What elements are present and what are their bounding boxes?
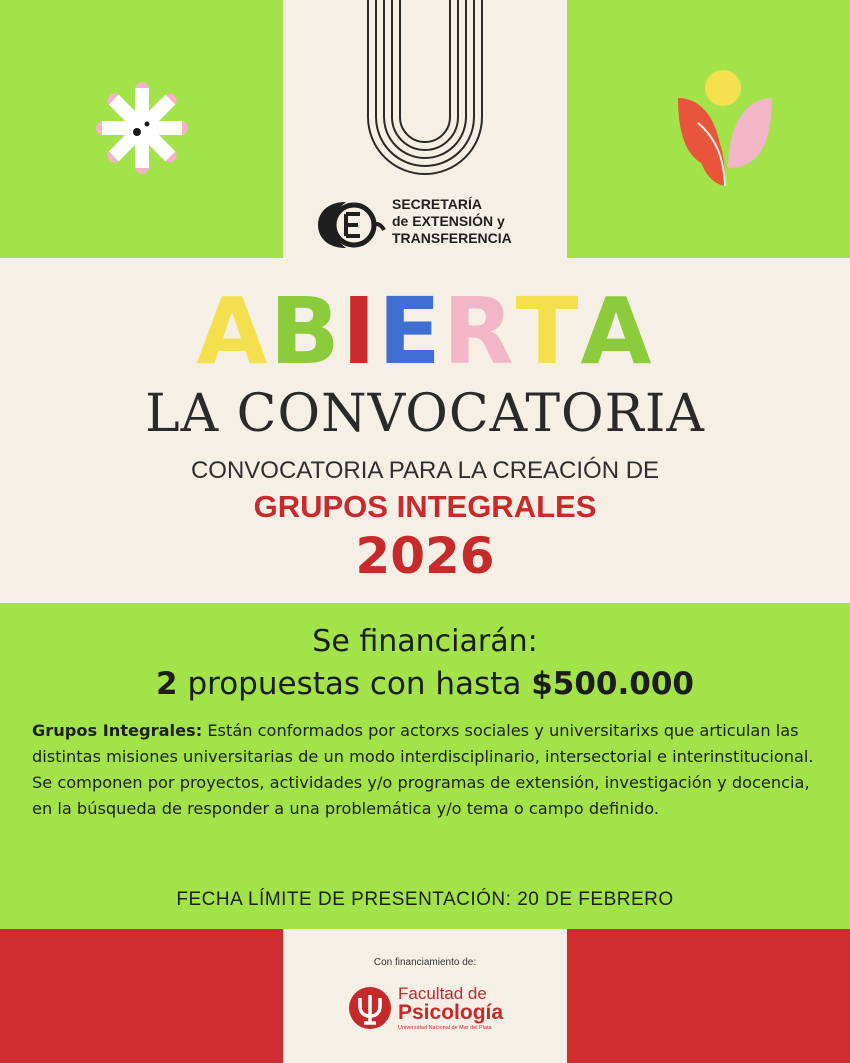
headline-letter: B <box>269 278 342 385</box>
financing-amount <box>0 663 850 705</box>
headline-letter: A <box>580 278 654 385</box>
financing-middle: propuestas con hasta <box>177 666 532 702</box>
flower-left-icon <box>88 76 196 184</box>
subheadline: LA CONVOCATORIA <box>145 384 705 444</box>
extension-logo-icon <box>316 200 386 250</box>
description <box>32 718 822 822</box>
deadline: FECHA LÍMITE DE PRESENTACIÓN: 20 DE FEBRERO <box>176 889 674 910</box>
convocatoria-line: CONVOCATORIA PARA LA CREACIÓN DE <box>190 457 660 484</box>
secretaria-logo <box>316 196 556 254</box>
headline-letter: A <box>196 278 270 385</box>
logo-line-3: TRANSFERENCIA <box>392 230 512 246</box>
psicologia-logo <box>348 982 528 1038</box>
financing-money: $500.000 <box>531 666 694 702</box>
org-line-3: Universidad Nacional de Mar del Plata <box>398 1025 492 1031</box>
arch-decoration-icon <box>362 0 488 180</box>
financing-count: 2 <box>156 666 178 702</box>
year: 2026 <box>355 527 495 585</box>
grupos-integrales-title: GRUPOS INTEGRALES <box>253 489 597 524</box>
red-block-bottom-right <box>567 929 850 1063</box>
red-block-bottom-left <box>0 929 283 1063</box>
funding-label: Con financiamiento de: <box>373 957 477 968</box>
tulip-icon <box>676 68 776 190</box>
headline-letter: R <box>442 278 516 385</box>
psi-logo-icon <box>348 986 392 1030</box>
description-body: Están conformados por actorxs sociales y universitarixs que articulan las distintas misiones universitarias de un modo interdisciplinario, intersectorial e interinstitucional. Se componen por proyectos, actividades y/o programas de extensión, investigación y docencia, en la búsqueda de responder a una problemática y/o tema o campo definido. <box>32 721 814 818</box>
headline-letter: T <box>515 278 581 385</box>
financing-title: Se financiarán: <box>312 624 538 659</box>
headline-letter: E <box>377 278 443 385</box>
logo-line-2: de EXTENSIÓN y <box>392 213 505 229</box>
org-line-2: Psicología <box>398 1001 504 1024</box>
org-line-1: Facultad de <box>398 984 487 1003</box>
headline-letter: I <box>341 278 378 385</box>
description-lead: Grupos Integrales: <box>32 721 203 740</box>
logo-line-1: SECRETARÍA <box>392 196 482 212</box>
headline-abierta <box>0 278 850 385</box>
